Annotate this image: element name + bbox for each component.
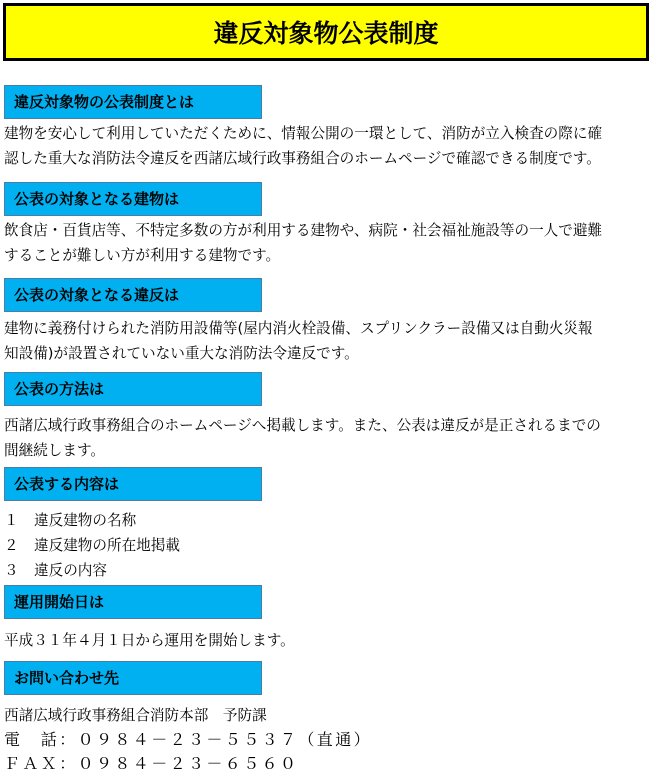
section-heading-contact: お問い合わせ先 bbox=[4, 661, 262, 695]
list-item bbox=[4, 533, 654, 558]
list-item-text: 違反建物の名称 bbox=[34, 512, 137, 529]
contact-phone: 電 話：０９８４－２３－５５３７（直通） bbox=[4, 730, 373, 749]
body-line: することが難しい方が利用する建物です。 bbox=[4, 247, 281, 264]
contact-fax: ＦＡＸ：０９８４－２３－６５６０ bbox=[4, 754, 299, 773]
list-item bbox=[4, 508, 654, 533]
contents-list bbox=[4, 508, 654, 583]
section-body-start-date bbox=[4, 628, 654, 653]
section-heading-contents: 公表する内容は bbox=[4, 467, 262, 501]
body-line: 間継続します。 bbox=[4, 442, 105, 459]
section-body-target-violations bbox=[4, 316, 654, 366]
list-item-text: 違反建物の所在地掲載 bbox=[34, 537, 180, 554]
contact-department bbox=[4, 703, 654, 728]
body-line: 平成３１年４月１日から運用を開始します。 bbox=[4, 632, 295, 649]
section-heading-method: 公表の方法は bbox=[4, 372, 262, 406]
section-body-target-buildings bbox=[4, 218, 654, 268]
section-heading-target-violations: 公表の対象となる違反は bbox=[4, 278, 262, 312]
list-item-number: ３ bbox=[4, 562, 19, 579]
body-line: 飲食店・百貨店等、不特定多数の方が利用する建物や、病院・社会福祉施設等の一人で避難 bbox=[4, 222, 603, 239]
list-item bbox=[4, 558, 654, 583]
page-title: 違反対象物公表制度 bbox=[3, 3, 649, 61]
body-line: 知設備)が設置されていない重大な消防法令違反です。 bbox=[4, 345, 359, 362]
section-body-about bbox=[4, 121, 654, 171]
section-heading-about: 違反対象物の公表制度とは bbox=[4, 85, 262, 119]
section-heading-start-date: 運用開始日は bbox=[4, 585, 262, 619]
body-line: 認した重大な消防法令違反を西諸広域行政事務組合のホームページで確認できる制度です。 bbox=[4, 150, 601, 167]
list-item-number: １ bbox=[4, 512, 19, 529]
body-line: 建物を安心して利用していただくために、情報公開の一環として、消防が立入検査の際に確 bbox=[4, 125, 603, 142]
body-line: 西諸広域行政事務組合のホームページへ掲載します。また、公表は違反が是正されるまでの bbox=[4, 417, 601, 434]
list-item-text: 違反の内容 bbox=[34, 562, 107, 579]
body-line: 西諸広域行政事務組合消防本部 予防課 bbox=[4, 707, 267, 724]
list-item-number: ２ bbox=[4, 537, 19, 554]
section-body-method bbox=[4, 413, 654, 463]
body-line: 建物に義務付けられた消防用設備等(屋内消火栓設備、スプリンクラー設備又は自動火災報 bbox=[4, 320, 593, 337]
section-heading-target-buildings: 公表の対象となる建物は bbox=[4, 182, 262, 216]
